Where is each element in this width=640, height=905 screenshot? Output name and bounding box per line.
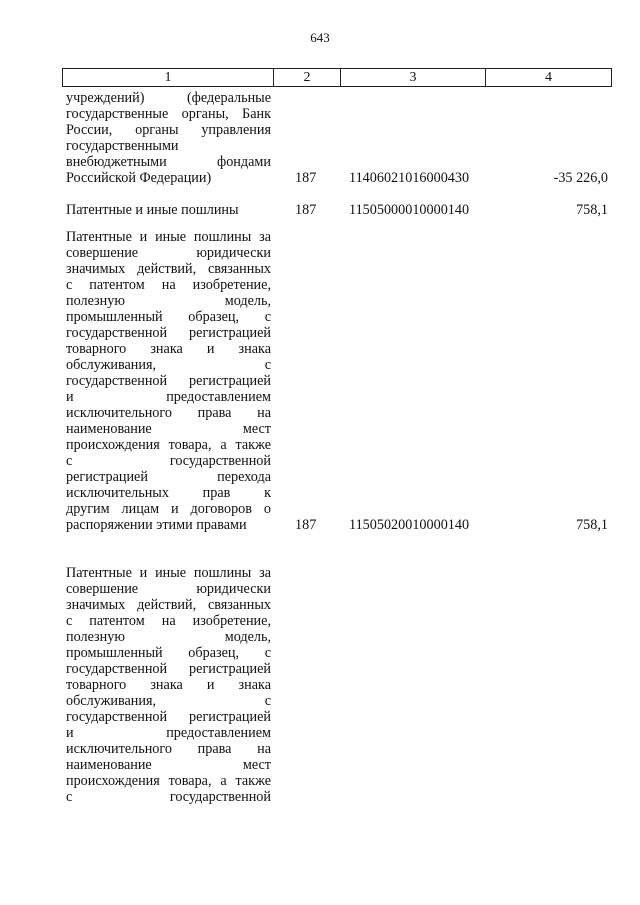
description-line: значимых действий, связанных xyxy=(66,597,271,613)
description-line: значимых действий, связанных xyxy=(66,261,271,277)
description-line: исключительного права на xyxy=(66,741,271,757)
row-code: 187 xyxy=(295,170,317,186)
description-line: полезную модель, xyxy=(66,629,271,645)
row-description xyxy=(66,565,271,805)
description-line: учреждений) (федеральные xyxy=(66,90,271,106)
description-line: товарного знака и знака xyxy=(66,677,271,693)
row-kbk-code: 11505000010000140 xyxy=(349,202,470,218)
description-line: совершение юридически xyxy=(66,245,271,261)
description-line: государственной регистрацией xyxy=(66,325,271,341)
description-line: государственной регистрацией xyxy=(66,709,271,725)
description-line: с патентом на изобретение, xyxy=(66,613,271,629)
row-amount: 758,1 xyxy=(576,517,608,533)
row-kbk-code: 11406021016000430 xyxy=(349,170,470,186)
description-line: Патентные и иные пошлины за xyxy=(66,229,271,245)
header-col-1: 1 xyxy=(63,69,274,86)
header-col-3: 3 xyxy=(341,69,486,86)
description-line: внебюджетными фондами xyxy=(66,154,271,170)
row-description xyxy=(66,229,271,533)
description-line: с патентом на изобретение, xyxy=(66,277,271,293)
description-line: регистрацией перехода xyxy=(66,469,271,485)
description-line: Патентные и иные пошлины xyxy=(66,202,239,218)
description-line: и предоставлением xyxy=(66,725,271,741)
description-line: происхождения товара, а также xyxy=(66,437,271,453)
row-code: 187 xyxy=(295,202,317,218)
row-amount: -35 226,0 xyxy=(553,170,608,186)
table-header xyxy=(62,68,612,87)
description-line: происхождения товара, а также xyxy=(66,773,271,789)
description-line: другим лицам и договоров о xyxy=(66,501,271,517)
row-code: 187 xyxy=(295,517,317,533)
row-kbk-code: 11505020010000140 xyxy=(349,517,470,533)
description-line: государственной регистрацией xyxy=(66,661,271,677)
description-line: государственной регистрацией xyxy=(66,373,271,389)
description-line: России, органы управления xyxy=(66,122,271,138)
row-description xyxy=(66,90,271,186)
row-description xyxy=(66,202,271,218)
description-line: с государственной xyxy=(66,789,271,805)
description-line: исключительных прав к xyxy=(66,485,271,501)
description-line: обслуживания, с xyxy=(66,357,271,373)
description-line: с государственной xyxy=(66,453,271,469)
description-line: полезную модель, xyxy=(66,293,271,309)
page-number: 643 xyxy=(310,30,330,45)
header-col-4: 4 xyxy=(545,70,552,85)
description-line: наименование мест xyxy=(66,757,271,773)
description-line: государственными xyxy=(66,138,179,154)
row-amount: 758,1 xyxy=(576,202,608,218)
description-line: государственные органы, Банк xyxy=(66,106,271,122)
description-line: распоряжении этими правами xyxy=(66,517,247,533)
description-line: наименование мест xyxy=(66,421,271,437)
description-line: исключительного права на xyxy=(66,405,271,421)
description-line: обслуживания, с xyxy=(66,693,271,709)
header-col-2: 2 xyxy=(274,69,341,86)
description-line: совершение юридически xyxy=(66,581,271,597)
description-line: промышленный образец, с xyxy=(66,645,271,661)
description-line: Российской Федерации) xyxy=(66,170,212,186)
description-line: товарного знака и знака xyxy=(66,341,271,357)
description-line: Патентные и иные пошлины за xyxy=(66,565,271,581)
description-line: и предоставлением xyxy=(66,389,271,405)
description-line: промышленный образец, с xyxy=(66,309,271,325)
